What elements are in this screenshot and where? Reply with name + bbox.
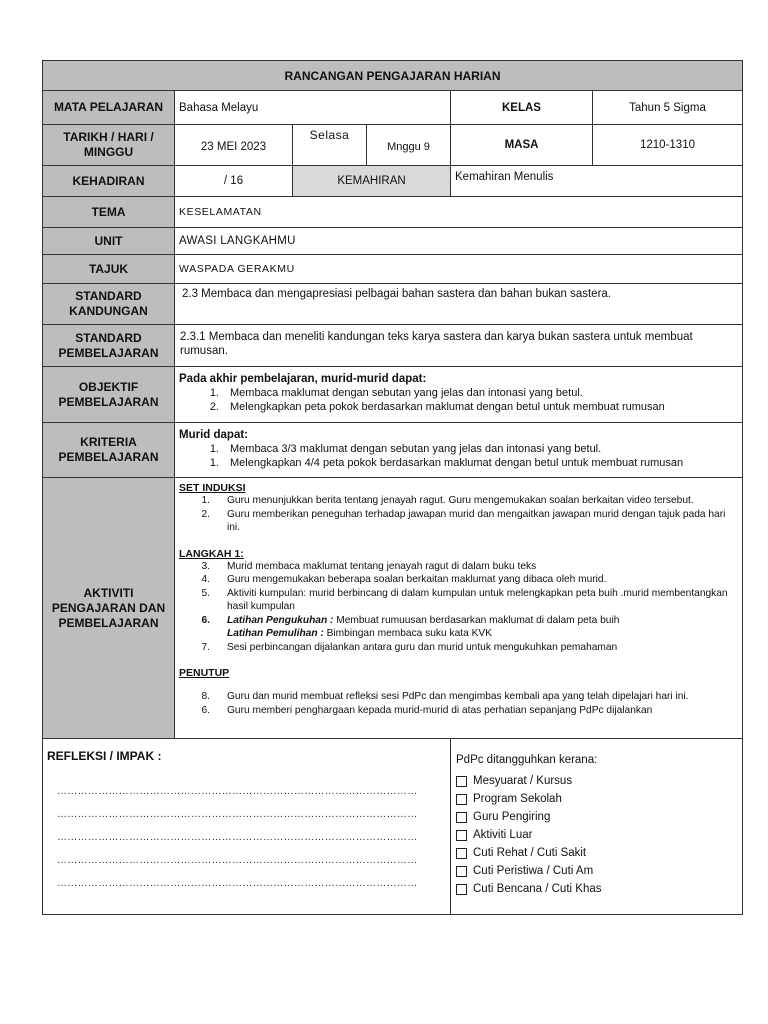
kelas-value: Tahun 5 Sigma (593, 91, 743, 125)
checkbox-icon[interactable] (456, 794, 467, 805)
standard-kandungan-label: STANDARD KANDUNGAN (43, 284, 175, 325)
penutup-list (179, 690, 738, 717)
item-number: 1. (201, 495, 210, 506)
tema-value: KESELAMATAN (175, 197, 743, 228)
item-number: 2. (209, 401, 219, 413)
minggu-value: Mnggu 9 (367, 125, 451, 166)
langkah1-heading: LANGKAH 1: (179, 547, 244, 560)
masa-value: 1210-1310 (593, 125, 743, 166)
dotted-line: …………………………………………………………………………………………… (57, 878, 418, 889)
option-label: Cuti Bencana / Cuti Khas (473, 883, 602, 895)
attendance-row (43, 166, 743, 197)
mata-pelajaran-value: Bahasa Melayu (175, 91, 451, 125)
latihan-pengukuhan-label: Latihan Pengukuhan : (227, 614, 334, 626)
item-number: 2. (201, 508, 210, 520)
kriteria-list (179, 442, 738, 470)
item-text: Murid membaca maklumat tentang jenayah ragut di dalam buku teks (227, 560, 537, 572)
tarikh-label: TARIKH / HARI / MINGGU (43, 125, 175, 166)
checkbox-icon[interactable] (456, 866, 467, 877)
list-item (179, 641, 738, 655)
objektif-row (43, 367, 743, 423)
list-item (179, 456, 738, 470)
objektif-intro: Pada akhir pembelajaran, murid-murid dapat: (179, 373, 427, 385)
item-text: Guru dan murid membuat refleksi sesi PdPc dan mengimbas kembali apa yang telah dipelajari hari ini. (227, 691, 689, 702)
item-number: 1. (209, 387, 219, 399)
ditangguhkan-label: PdPc ditangguhkan kerana: (456, 754, 598, 766)
tema-row (43, 197, 743, 228)
checkbox-icon[interactable] (456, 830, 467, 841)
tajuk-value: WASPADA GERAKMU (175, 255, 743, 284)
mata-pelajaran-label: MATA PELAJARAN (43, 91, 175, 125)
page-title: RANCANGAN PENGAJARAN HARIAN (43, 61, 743, 91)
set-induksi-heading: SET INDUKSI (179, 482, 246, 494)
postpone-option[interactable] (456, 826, 738, 844)
tajuk-row (43, 255, 743, 284)
item-text: Membaca 3/3 maklumat dengan sebutan yang jelas dan intonasi yang betul. (230, 443, 602, 455)
checkbox-icon[interactable] (456, 848, 467, 859)
dotted-line: …………………………………………………………………………………………… (57, 809, 418, 820)
unit-value: AWASI LANGKAHMU (175, 228, 743, 255)
latihan-pemulihan-text: Bimbingan membaca suku kata KVK (323, 628, 492, 639)
unit-row (43, 228, 743, 255)
standard-pembelajaran-value: 2.3.1 Membaca dan meneliti kandungan teks karya sastera dan karya bukan sastera untuk membuat rumusan. (175, 325, 743, 367)
checkbox-icon[interactable] (456, 884, 467, 895)
aktiviti-label: AKTIVITI PENGAJARAN DAN PEMBELAJARAN (43, 478, 175, 739)
langkah-list (179, 560, 738, 614)
option-label: Cuti Rehat / Cuti Sakit (473, 847, 587, 859)
refleksi-row (43, 739, 743, 915)
item-text: Aktiviti kumpulan: murid berbincang di dalam kumpulan untuk melengkapkan peta buih .murid membentangkan hasil kumpulan (227, 587, 728, 612)
masa-label: MASA (451, 125, 593, 166)
list-item (179, 704, 738, 718)
list-item (179, 627, 738, 641)
tajuk-label: TAJUK (43, 255, 175, 284)
dotted-line: …………………………………………………………………………………………… (57, 855, 418, 866)
tarikh-value: 23 MEI 2023 (175, 125, 293, 166)
kemahiran-value: Kemahiran Menulis (451, 166, 743, 197)
list-item (179, 508, 738, 535)
item-number: 1. (209, 457, 219, 469)
item-number: 6. (201, 614, 210, 626)
postpone-option[interactable] (456, 808, 738, 826)
checkbox-icon[interactable] (456, 812, 467, 823)
kehadiran-value: / 16 (175, 166, 293, 197)
hari-value: Selasa (293, 125, 367, 166)
checkbox-icon[interactable] (456, 776, 467, 787)
list-item (179, 386, 738, 400)
list-item (179, 494, 738, 508)
item-text: Melengkapkan peta pokok berdasarkan maklumat dengan betul untuk membuat rumusan (230, 401, 665, 413)
item-text: Membaca maklumat dengan sebutan yang jelas dan intonasi yang betul. (230, 387, 583, 399)
postpone-option[interactable] (456, 862, 738, 880)
option-label: Mesyuarat / Kursus (473, 775, 573, 787)
penutup-heading: PENUTUP (179, 667, 230, 679)
dotted-line: …………………………………………………………………………………………… (57, 832, 418, 843)
latihan-list (179, 614, 738, 655)
option-label: Cuti Peristiwa / Cuti Am (473, 865, 594, 877)
latihan-pemulihan-label: Latihan Pemulihan : (227, 628, 324, 639)
option-label: Program Sekolah (473, 793, 562, 805)
kriteria-label: KRITERIA PEMBELAJARAN (43, 423, 175, 478)
item-number: 8. (201, 691, 210, 702)
unit-label: UNIT (43, 228, 175, 255)
lesson-plan-table (42, 60, 743, 915)
title-row (43, 61, 743, 91)
item-number: 6. (201, 704, 210, 716)
postpone-option[interactable] (456, 772, 738, 790)
objektif-label: OBJEKTIF PEMBELAJARAN (43, 367, 175, 423)
postpone-option[interactable] (456, 790, 738, 808)
postpone-options (456, 772, 738, 898)
standard-pembelajaran-label: STANDARD PEMBELAJARAN (43, 325, 175, 367)
postpone-option[interactable] (456, 844, 738, 862)
refleksi-dotted-lines (47, 780, 446, 895)
item-number: 1. (209, 443, 219, 455)
latihan-pengukuhan-text: Membuat rumuusan berdasarkan maklumat di dalam peta buih (333, 614, 620, 626)
item-text: Melengkapkan 4/4 peta pokok berdasarkan maklumat dengan betul untuk membuat rumusan (230, 457, 684, 469)
kriteria-intro: Murid dapat: (179, 429, 248, 441)
item-text: Guru mengemukakan beberapa soalan berkaitan maklumat yang dibaca oleh murid. (227, 574, 607, 585)
subject-row (43, 91, 743, 125)
aktiviti-row (43, 478, 743, 739)
standard-kandungan-row (43, 284, 743, 325)
kriteria-row (43, 423, 743, 478)
item-number: 5. (201, 587, 210, 599)
kemahiran-label: KEMAHIRAN (293, 166, 451, 197)
item-number: 3. (201, 560, 210, 572)
list-item (179, 400, 738, 414)
list-item (179, 587, 738, 614)
item-text: Guru memberi penghargaan kepada murid-murid di atas perhatian sepanjang PdPc dijalankan (227, 704, 653, 716)
refleksi-label: REFLEKSI / IMPAK : (47, 749, 162, 763)
list-item (179, 573, 738, 587)
date-row (43, 125, 743, 166)
item-number: 7. (201, 641, 210, 653)
objektif-list (179, 386, 738, 414)
option-label: Guru Pengiring (473, 811, 551, 823)
item-number: 4. (201, 574, 210, 585)
tema-label: TEMA (43, 197, 175, 228)
postpone-option[interactable] (456, 880, 738, 898)
dotted-line: …………………………………………………………………………………………… (57, 786, 418, 797)
kelas-label: KELAS (451, 91, 593, 125)
item-text: Guru memberikan peneguhan terhadap jawapan murid dan mengaitkan jawapan murid dengan tajuk pada hari ini. (227, 508, 726, 533)
standard-pembelajaran-row (43, 325, 743, 367)
item-text: Sesi perbincangan dijalankan antara guru dan murid untuk mengukuhkan pemahaman (227, 641, 618, 653)
list-item (179, 690, 738, 704)
kehadiran-label: KEHADIRAN (43, 166, 175, 197)
lesson-plan-sheet (42, 60, 742, 915)
option-label: Aktiviti Luar (473, 829, 533, 841)
item-text: Guru menunjukkan berita tentang jenayah ragut. Guru mengemukakan soalan berkaitan video tersebut. (227, 495, 694, 506)
list-item (179, 442, 738, 456)
list-item (179, 614, 738, 628)
induksi-list (179, 494, 738, 535)
standard-kandungan-value: 2.3 Membaca dan mengapresiasi pelbagai bahan sastera dan bahan bukan sastera. (175, 284, 743, 325)
list-item (179, 560, 738, 574)
